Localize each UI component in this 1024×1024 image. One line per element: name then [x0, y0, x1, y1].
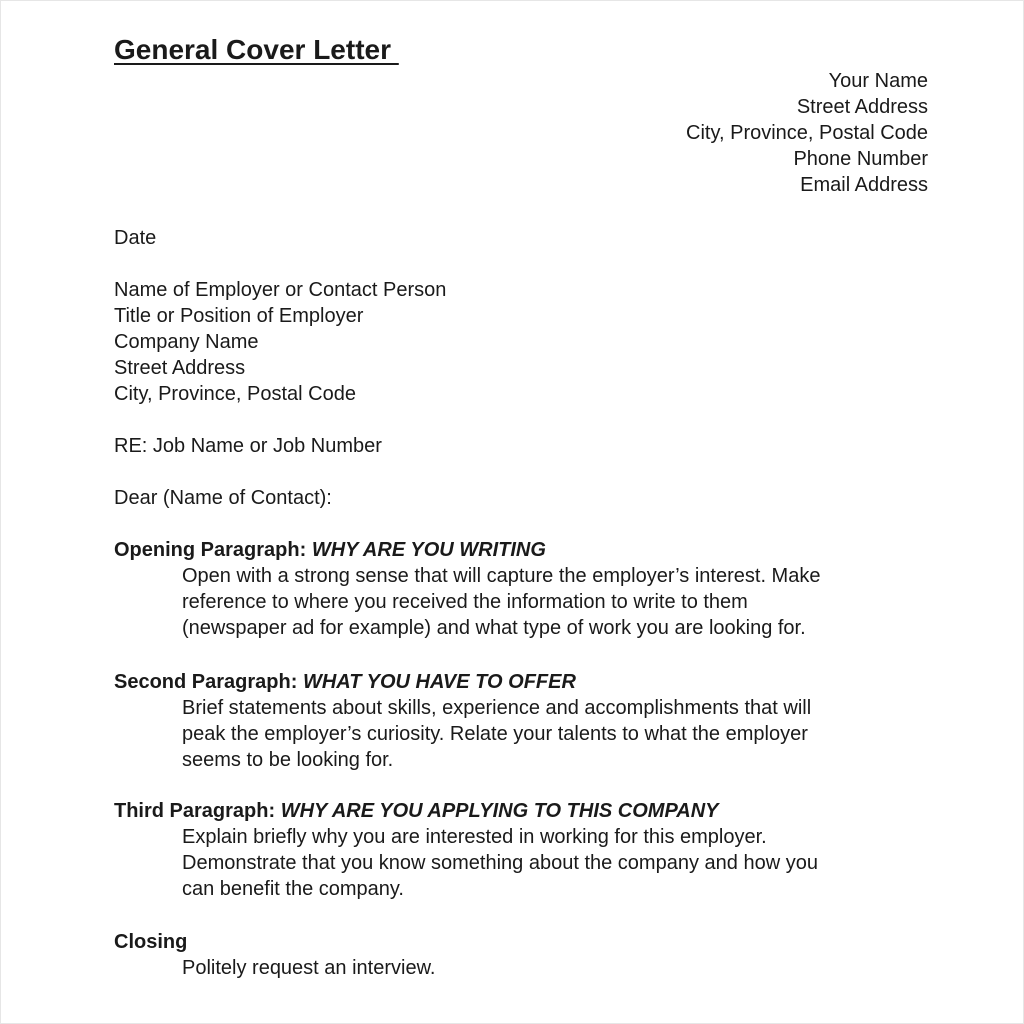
section-emphasis: WHY ARE YOU APPLYING TO THIS COMPANY	[280, 800, 719, 822]
section-third	[114, 798, 818, 902]
recipient-name: Name of Employer or Contact Person	[114, 279, 447, 301]
recipient-title: Title or Position of Employer	[114, 305, 364, 327]
section-heading	[114, 929, 435, 955]
section-heading	[114, 537, 820, 563]
section-heading	[114, 669, 811, 695]
section-line: peak the employer’s curiosity. Relate your talents to what the employer	[182, 723, 808, 745]
sender-name: Your Name	[828, 70, 928, 92]
section-label: Third Paragraph:	[114, 800, 281, 822]
section-heading	[114, 798, 818, 824]
section-line: Open with a strong sense that will capture the employer’s interest. Make	[182, 565, 821, 587]
section-label: Opening Paragraph:	[114, 539, 312, 561]
date-line	[114, 225, 156, 251]
section-line: (newspaper ad for example) and what type of work you are looking for.	[182, 617, 806, 639]
date-text: Date	[114, 227, 157, 249]
section-line: Demonstrate that you know something about the company and how you	[182, 852, 818, 874]
section-closing	[114, 929, 435, 981]
salutation	[114, 485, 332, 511]
section-opening	[114, 537, 820, 641]
document-title: General Cover Letter	[114, 34, 399, 65]
recipient-company: Company Name	[114, 331, 259, 353]
salutation-text: Dear (Name of Contact):	[114, 487, 332, 509]
recipient-street: Street Address	[114, 357, 246, 379]
section-line: can benefit the company.	[182, 878, 404, 900]
section-label: Second Paragraph:	[114, 671, 303, 693]
re-text: RE: Job Name or Job Number	[114, 435, 382, 457]
sender-phone: Phone Number	[793, 148, 928, 170]
recipient-city: City, Province, Postal Code	[114, 383, 356, 405]
section-second	[114, 669, 811, 773]
section-line: Politely request an interview.	[182, 957, 436, 979]
section-label: Closing	[114, 931, 188, 953]
section-emphasis: WHY ARE YOU WRITING	[311, 539, 546, 561]
section-line: Brief statements about skills, experience and accomplishments that will	[182, 697, 812, 719]
section-line: seems to be looking for.	[182, 749, 394, 771]
section-line: reference to where you received the information to write to them	[182, 591, 748, 613]
sender-street: Street Address	[796, 96, 928, 118]
section-emphasis: WHAT YOU HAVE TO OFFER	[302, 671, 576, 693]
re-line	[114, 433, 382, 459]
section-line: Explain briefly why you are interested in working for this employer.	[182, 826, 767, 848]
sender-address-block	[686, 68, 928, 198]
recipient-address-block	[114, 277, 446, 407]
sender-email: Email Address	[800, 174, 928, 196]
sender-city: City, Province, Postal Code	[686, 122, 928, 144]
